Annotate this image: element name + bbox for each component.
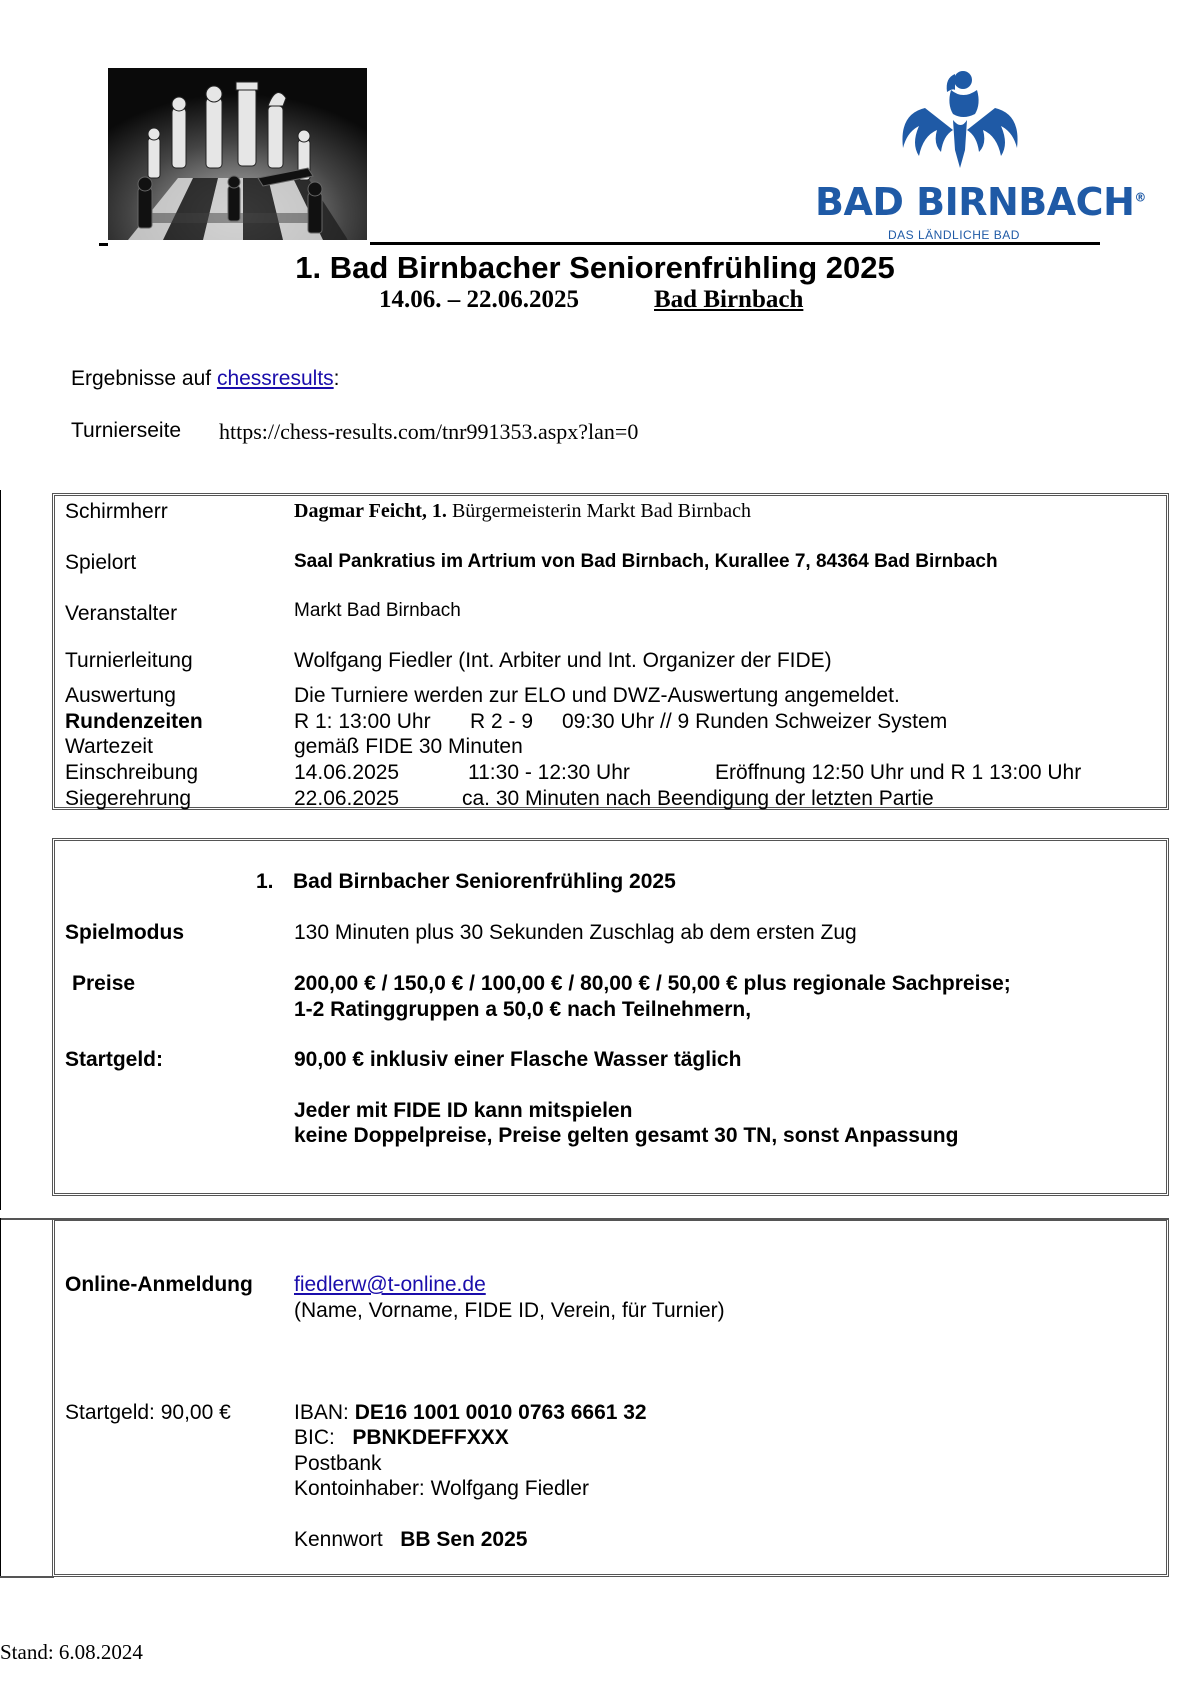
page-title: 1. Bad Birnbacher Seniorenfrühling 2025 <box>295 250 895 285</box>
spielort-label: Spielort <box>65 551 137 574</box>
einschreibung-opening: Eröffnung 12:50 Uhr und R 1 13:00 Uhr <box>715 761 1082 784</box>
schirmherr-label: Schirmherr <box>65 500 168 523</box>
spielort-venue: Saal Pankratius im Artrium von Bad Birnbach <box>294 551 705 572</box>
header-rule <box>370 242 1100 245</box>
siegerehrung-date: 22.06.2025 <box>294 787 400 810</box>
event-dates: 14.06. – 22.06.2025 <box>379 286 579 313</box>
kennwort-label: Kennwort <box>294 1528 401 1551</box>
email-note: (Name, Vorname, FIDE ID, Verein, für Turnier) <box>294 1299 725 1322</box>
header-rule-left <box>99 243 108 246</box>
iban-label: IBAN: <box>294 1401 355 1424</box>
chessresults-link[interactable]: chessresults <box>216 367 334 390</box>
spielmodus-value: 130 Minuten plus 30 Sekunden Zuschlag ab dem ersten Zug <box>294 921 857 944</box>
startgeld-fee-label: Startgeld: 90,00 € <box>65 1401 231 1424</box>
registration-bottom-line <box>0 1576 54 1578</box>
bank-name: Postbank <box>294 1452 382 1475</box>
spielort-value <box>294 549 998 574</box>
mermaid-logo-icon <box>895 68 1025 178</box>
stand-date: Stand: 6.08.2024 <box>0 1640 143 1664</box>
online-anmeldung-label: Online-Anmeldung <box>65 1273 253 1296</box>
auswertung-label: Auswertung <box>65 684 176 707</box>
registration-left-border <box>0 1218 1 1577</box>
preise-line1: 200,00 € / 150,0 € / 100,00 € / 80,00 € / 50,00 € plus regionale Sachpreise; <box>294 972 1011 995</box>
email-link[interactable]: fiedlerw@t-online.de <box>294 1273 486 1296</box>
veranstalter-label: Veranstalter <box>65 602 178 625</box>
results-prefix: Ergebnisse auf <box>71 367 217 390</box>
tournament-name: Bad Birnbacher Seniorenfrühling 2025 <box>293 870 676 893</box>
rundenzeiten-time: 09:30 Uhr // 9 Runden Schweizer System <box>562 710 948 733</box>
schirmherr-name: Dagmar Feicht, 1. <box>294 500 447 522</box>
bic-line <box>294 1425 509 1450</box>
einschreibung-time: 11:30 - 12:30 Uhr <box>468 761 630 784</box>
bic-label: BIC: <box>294 1426 353 1449</box>
tournament-page-url: https://chess-results.com/tnr991353.aspx?lan=0 <box>219 419 639 444</box>
tournament-number: 1. <box>256 870 274 893</box>
rundenzeiten-label: Rundenzeiten <box>65 710 203 733</box>
account-holder: Kontoinhaber: Wolfgang Fiedler <box>294 1477 589 1500</box>
wartezeit-label: Wartezeit <box>65 735 153 758</box>
rundenzeiten-r2: R 2 - 9 <box>470 710 534 733</box>
note-line1: Jeder mit FIDE ID kann mitspielen <box>294 1099 633 1122</box>
veranstalter-value: Markt Bad Birnbach <box>294 600 461 621</box>
tournament-page-label: Turnierseite <box>71 419 182 442</box>
bad-birnbach-logo <box>800 68 1146 248</box>
iban-value: DE16 1001 0010 0763 6661 32 <box>354 1401 647 1424</box>
preise-line2: 1-2 Ratinggruppen a 50,0 € nach Teilnehmern, <box>294 998 752 1021</box>
note-line2: keine Doppelpreise, Preise gelten gesamt 30 TN, sonst Anpassung <box>294 1124 959 1147</box>
chess-board-image <box>108 68 367 240</box>
results-suffix: : <box>333 367 340 390</box>
registered-mark: ® <box>1134 190 1146 205</box>
kennwort-line <box>294 1527 527 1552</box>
siegerehrung-label: Siegerehrung <box>65 787 192 810</box>
preise-label: Preise <box>72 972 136 995</box>
spielort-address: , Kurallee 7, 84364 Bad Birnbach <box>704 551 998 572</box>
event-place: Bad Birnbach <box>654 286 804 313</box>
schirmherr-value <box>294 499 751 524</box>
logo-name <box>815 180 1146 224</box>
kennwort-value: BB Sen 2025 <box>400 1528 528 1551</box>
logo-tagline: DAS LÄNDLICHE BAD <box>888 228 1020 242</box>
turnierleitung-label: Turnierleitung <box>65 649 193 672</box>
turnierleitung-value: Wolfgang Fiedler (Int. Arbiter und Int. Organizer der FIDE) <box>294 649 832 672</box>
startgeld-label: Startgeld: <box>65 1048 164 1071</box>
auswertung-value: Die Turniere werden zur ELO und DWZ-Auswertung angemeldet. <box>294 684 900 707</box>
bic-value: PBNKDEFFXXX <box>352 1426 509 1449</box>
schirmherr-title: Bürgermeisterin Markt Bad Birnbach <box>446 500 751 522</box>
einschreibung-date: 14.06.2025 <box>294 761 400 784</box>
spielmodus-label: Spielmodus <box>65 921 185 944</box>
results-line <box>71 367 340 391</box>
iban-line <box>294 1400 647 1425</box>
einschreibung-label: Einschreibung <box>65 761 199 784</box>
siegerehrung-value: ca. 30 Minuten nach Beendigung der letzten Partie <box>462 787 934 810</box>
wartezeit-value: gemäß FIDE 30 Minuten <box>294 735 523 758</box>
logo-name-text: BAD BIRNBACH <box>815 180 1135 224</box>
left-border-line <box>0 490 1 1210</box>
rundenzeiten-r1: R 1: 13:00 Uhr <box>294 710 431 733</box>
startgeld-value: 90,00 € inklusiv einer Flasche Wasser täglich <box>294 1048 742 1071</box>
